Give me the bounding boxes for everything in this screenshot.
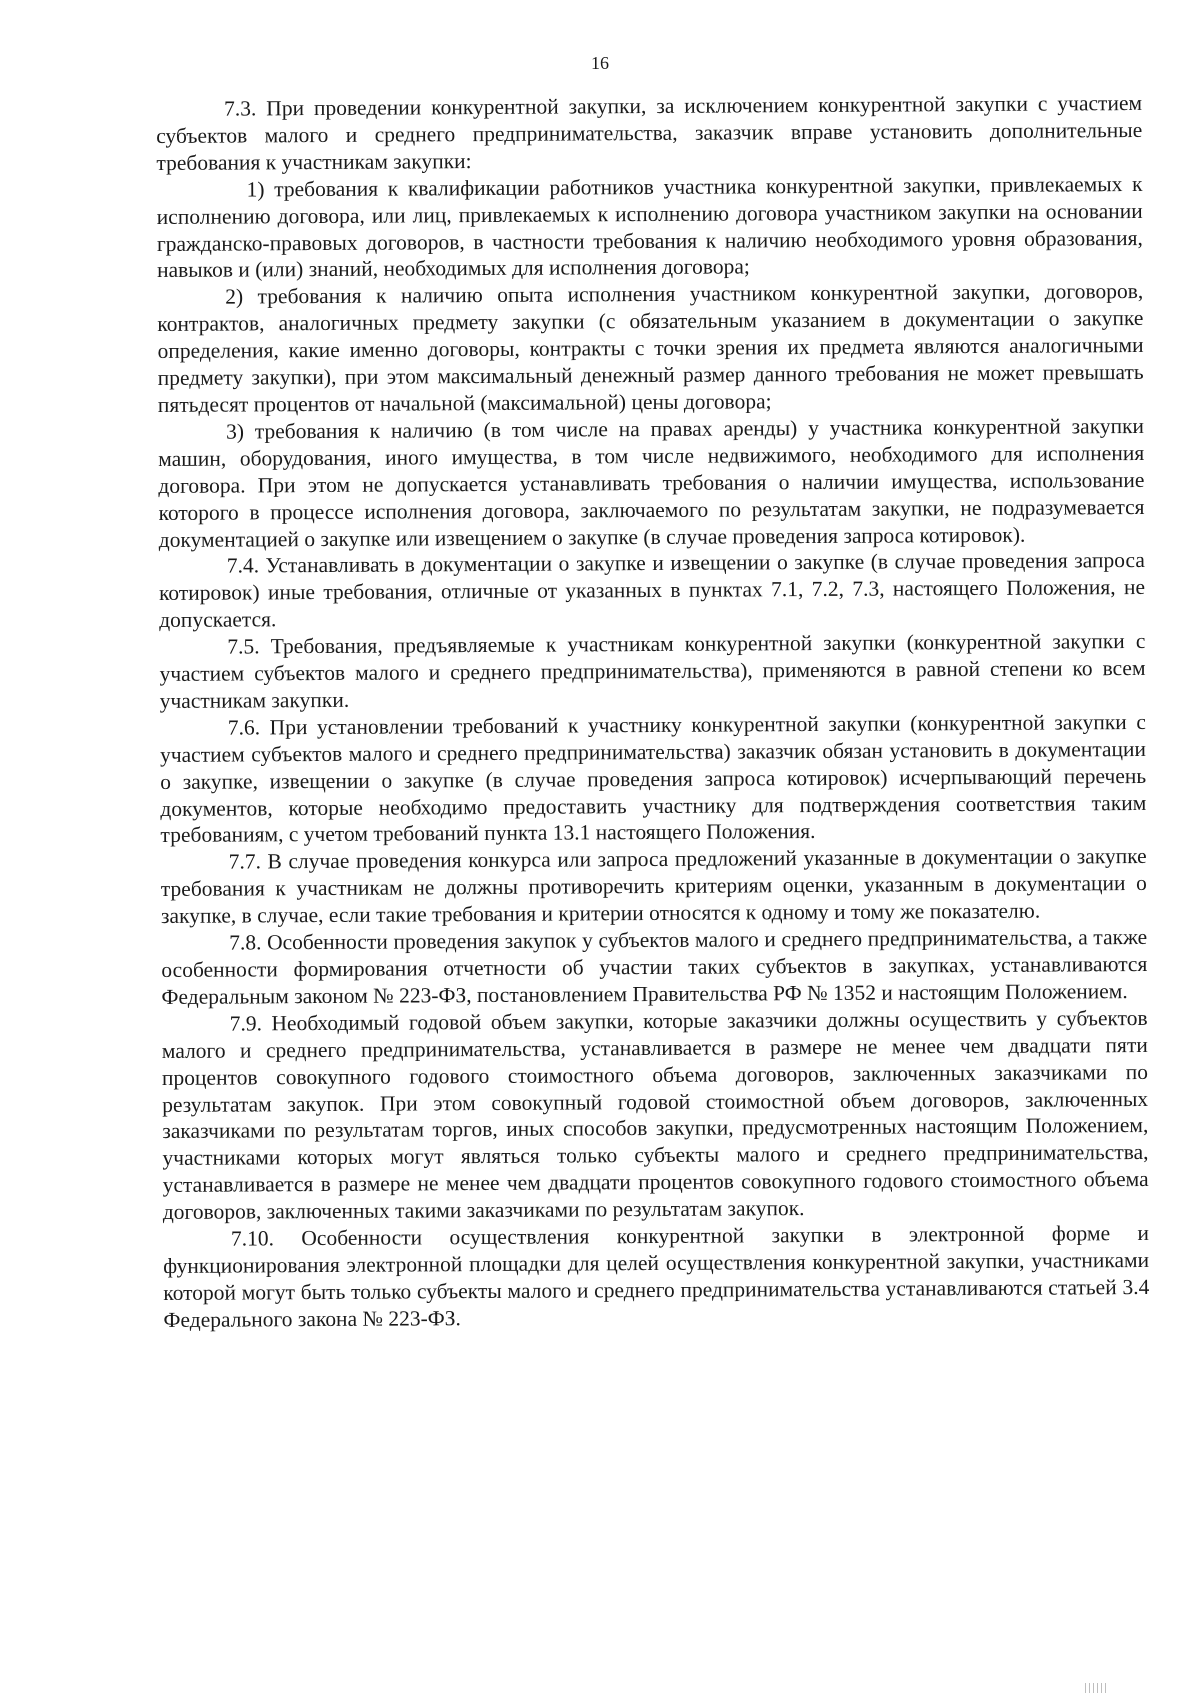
paragraph-7-6: 7.6. При установлении требований к участнику конкурентной закупки (конкурентной закупки с участием субъектов малого и среднего предпринимательства) заказчик обязан установить в документации о закупке, извещении о закупке (в случае проведения запроса котировок) исчерпывающий перечень документов, которые необходимо предоставить участнику для подтверждения соответствия таким требованиям, с учетом требований пункта 13.1 настоящего Положения. bbox=[159, 709, 1147, 848]
paragraph-7-10: 7.10. Особенности осуществления конкурентной закупки в электронной форме и функционирования электронной площадки для целей осуществления конкурентной закупки, участниками которой могут быть только субъекты малого и среднего предпринимательства устанавливаются статьей 3.4 Федерального закона № 223-ФЗ. bbox=[163, 1221, 1150, 1332]
paragraph-7-7: 7.7. В случае проведения конкурса или запроса предложений указанные в документации о закупке требования к участникам не должны противоречить критериям оценки, указанным в документации о закупке, в случае, если такие требования и критерии относятся к одному и тому же показателю. bbox=[160, 844, 1147, 929]
scan-artifact bbox=[1085, 1683, 1107, 1693]
paragraph-7-3-item-2: 2) требования к наличию опыта исполнения участником конкурентной закупки, договоров, контрактов, аналогичных предмету закупки (с обязательным указанием в документации о закупке определения, какие именно договоры, контракты с точки зрения их предмета являются аналогичными предмету закупки), при этом максимальный денежный размер данного требования не может превышать пятьдесят процентов от начальной (максимальной) цены договора; bbox=[157, 279, 1144, 417]
paragraph-7-4: 7.4. Устанавливать в документации о закупке и извещении о закупке (в случае проведения запроса котировок) иные требования, отличные от указанных в пунктах 7.1, 7.2, 7.3, настоящего Положения, не допускается. bbox=[158, 548, 1146, 633]
paragraph-7-5: 7.5. Требования, предъявляемые к участникам конкурентной закупки (конкурентной закупки с участием субъектов малого и среднего предпринимательства), применяются в равной степени ко всем участникам закупки. bbox=[159, 629, 1146, 713]
page-number: 16 bbox=[591, 53, 609, 73]
paragraph-7-8: 7.8. Особенности проведения закупок у субъектов малого и среднего предпринимательства, а также особенности формирования отчетности об участии таких субъектов в закупках, устанавливаются Федеральным законом № 223-ФЗ, постановлением Правительства РФ № 1352 и настоящим Положением. bbox=[161, 925, 1148, 1009]
paragraph-7-9: 7.9. Необходимый годовой объем закупки, которые заказчики должны осуществить у субъектов малого и среднего предпринимательства, устанавливается в размере не менее чем двадцати пяти процентов совокупного годового стоимостного объема договоров, заключенных заказчиками по результатам закупок. При этом совокупный годовой стоимостной объем договоров, заключенных заказчиками по результатам торгов, иных способов закупки, предусмотренных настоящим Положением, участниками которых могут являться только субъекты малого и среднего предпринимательства, устанавливается в размере не менее чем двадцати процентов совокупного годового стоимостного объема договоров, заключенных такими заказчиками по результатам закупок. bbox=[161, 1005, 1149, 1225]
paragraph-7-3-item-3: 3) требования к наличию (в том числе на правах аренды) у участника конкурентной закупки машин, оборудования, иного имущества, в том числе недвижимого, необходимого для исполнения договора. При этом не допускается устанавливать требования о наличии имущества, использование которого в процессе исполнения договора, заключаемого по результатам закупки, не подразумевается документацией о закупке или извещением о закупке (в случае проведения запроса котировок). bbox=[158, 413, 1145, 552]
paragraph-7-3: 7.3. При проведении конкурентной закупки, за исключением конкурентной закупки с участием субъектов малого и среднего предпринимательства, заказчик вправе установить дополнительные требования к участникам закупки: bbox=[156, 90, 1143, 175]
document-body bbox=[156, 90, 1150, 1334]
paragraph-7-3-item-1: 1) требования к квалификации работников участника конкурентной закупки, привлекаемых к исполнению договора, или лиц, привлекаемых к исполнению договора участником закупки на основании гражданско-правовых договоров, в частности требования к наличию необходимого уровня образования, навыков и (или) знаний, необходимых для исполнения договора; bbox=[156, 171, 1143, 283]
